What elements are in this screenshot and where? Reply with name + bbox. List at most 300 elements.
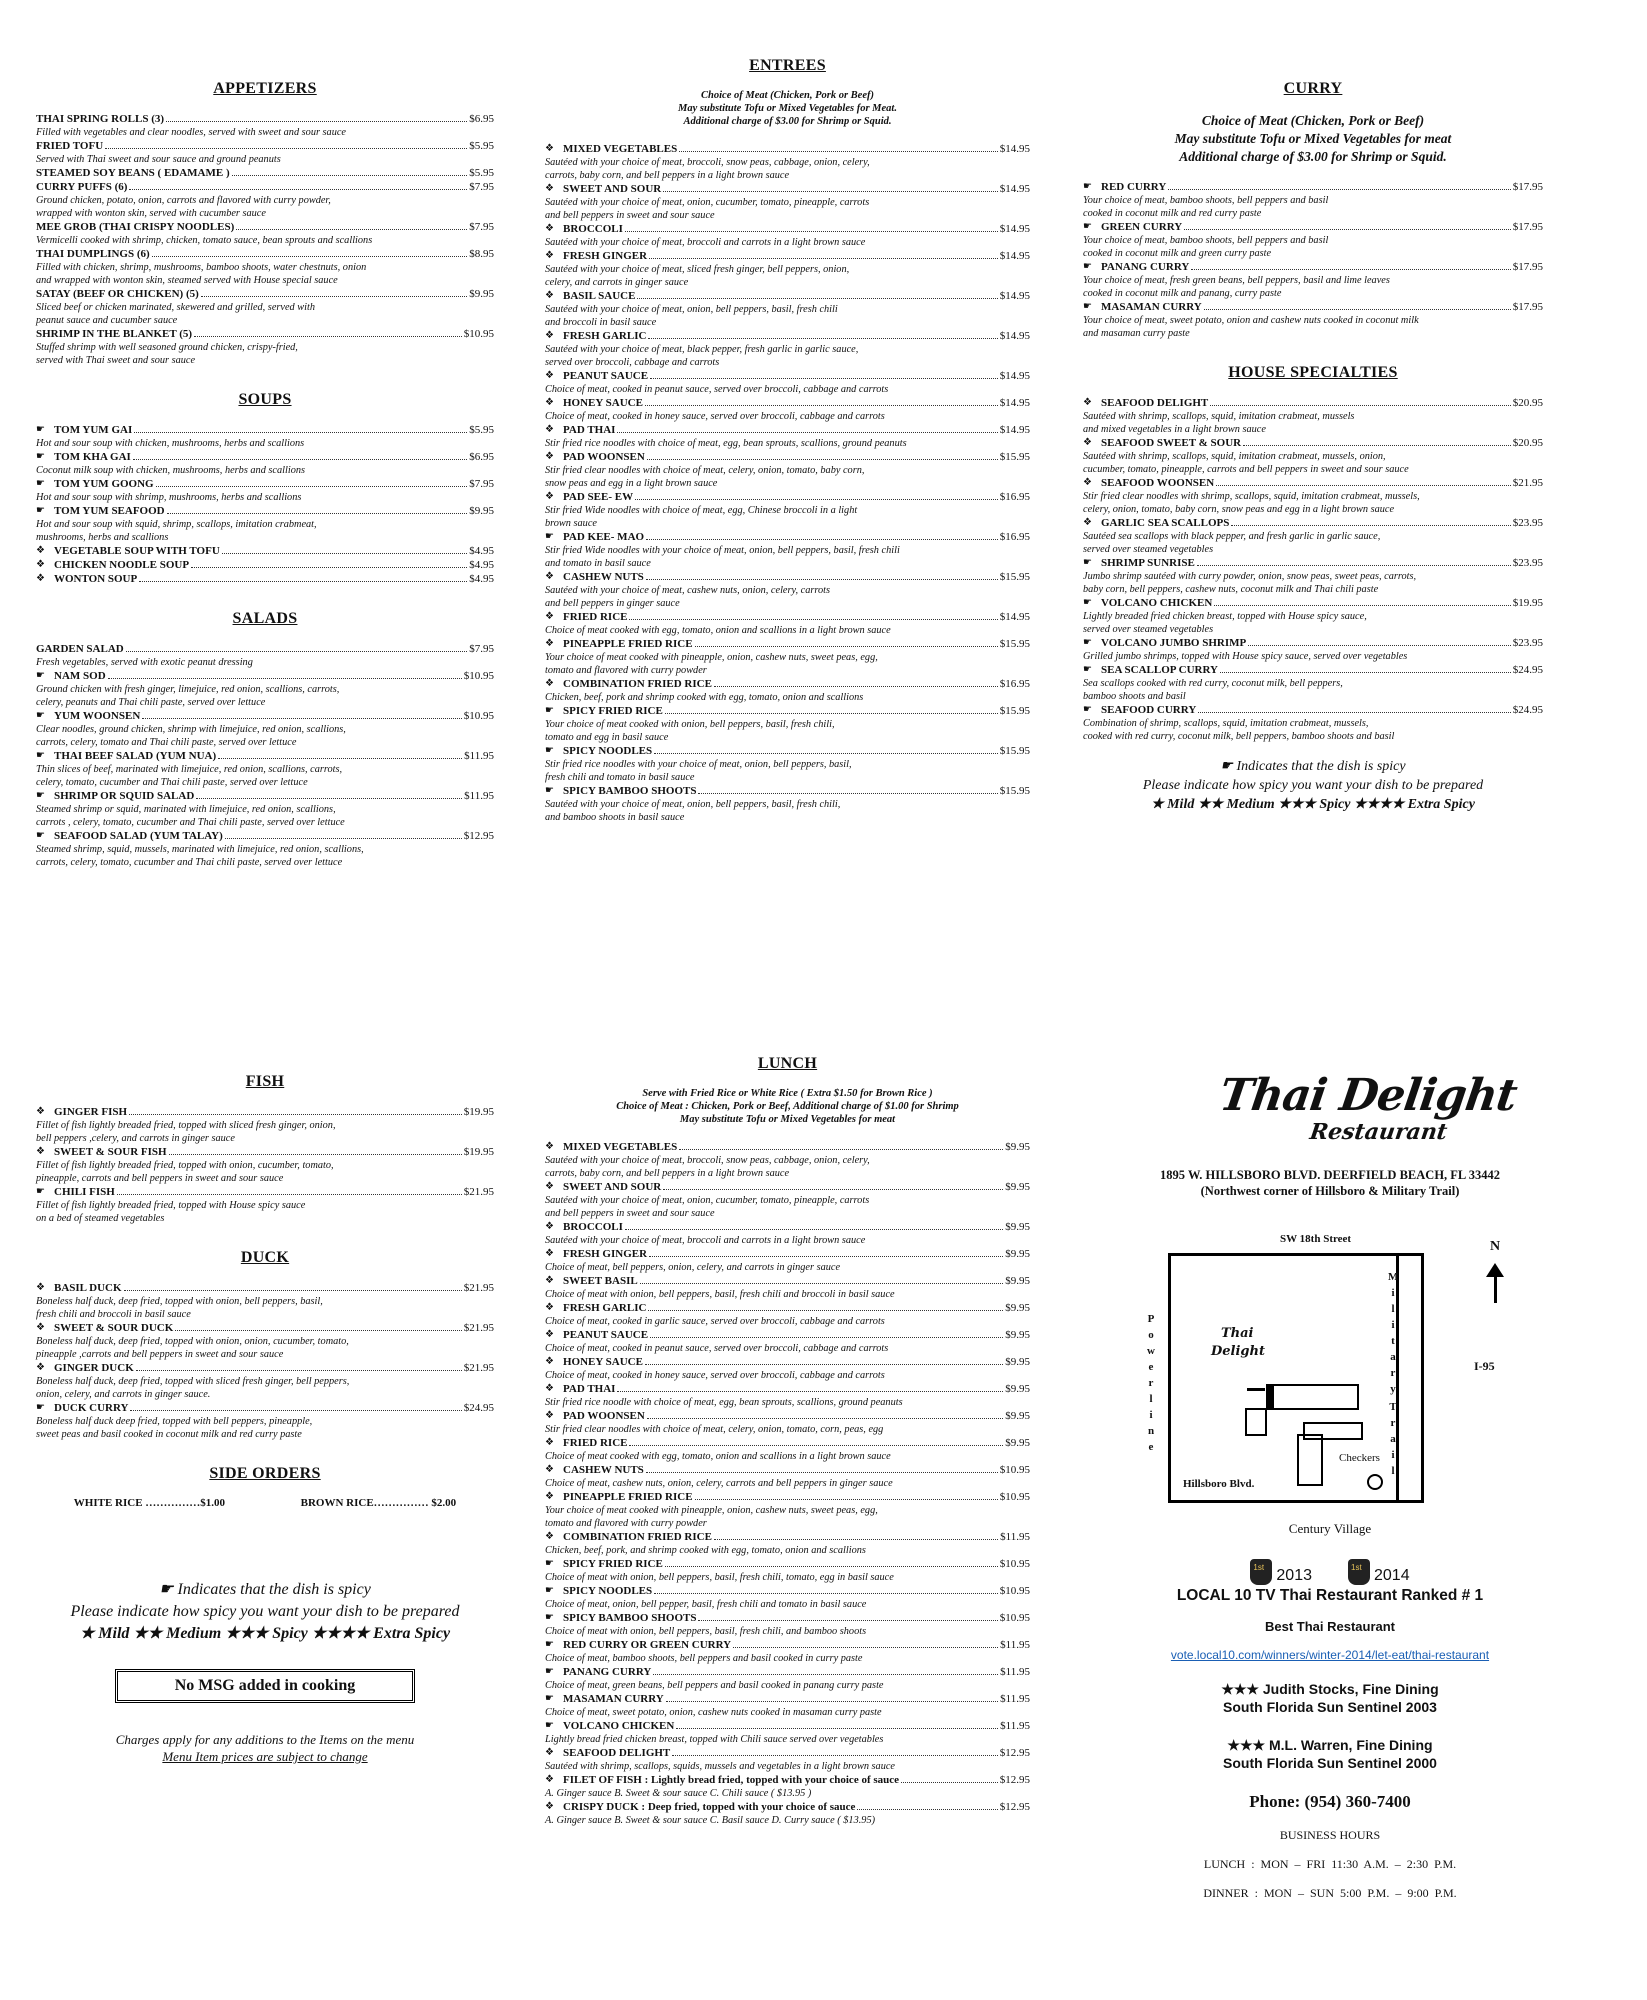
menu-item-line [545,1436,1030,1450]
restaurant-logo: Thai Delight [1216,1070,1520,1121]
curry-title: CURRY [1283,80,1343,97]
menu-item-name: GARLIC SEA SCALLOPS [1101,517,1230,529]
menu-item-name: SPICY BAMBOO SHOOTS [563,1612,697,1624]
menu-item [1083,180,1543,220]
menu-item-description: Stir fried Wide noodles with choice of meat, egg, Chinese broccoli in a light [545,505,858,516]
menu-item [1083,636,1543,663]
menu-item-name: VOLCANO CHICKEN [1101,597,1213,609]
menu-item-price: $11.95 [464,750,494,762]
menu-item-description: Choice of meat with onion, bell peppers, basil, fresh chili, tomato, egg in basil sauce [545,1572,894,1583]
menu-item-line [36,1321,494,1335]
dot-leader [646,1472,998,1473]
menu-item-price: $10.95 [999,1491,1030,1503]
menu-item [36,1401,494,1441]
menu-item-description: and broccoli in basil sauce [545,317,657,328]
dot-leader [637,298,997,299]
menu-item-description: snow peas and egg in a light brown sauce [545,478,718,489]
dot-leader [663,1189,1003,1190]
menu-item-name: MASAMAN CURRY [563,1693,664,1705]
curry-sub-line: May substitute Tofu or Mixed Vegetables for meat [1174,131,1452,146]
business-hours-title: BUSINESS HOURS [1279,1828,1381,1842]
dot-leader [901,1782,998,1783]
dot-leader [666,1701,998,1702]
menu-item-line [545,1557,1030,1571]
menu-item-description: Steamed shrimp, squid, mussels, marinated with limejuice, red onion, scallions, [36,844,364,855]
menu-item [1083,556,1543,596]
lunch-sub-line: May substitute Tofu or Mixed Vegetables for meat [679,1114,896,1125]
dot-leader [672,1755,997,1756]
menu-item-name: CHILI FISH [54,1186,115,1198]
menu-item-description: Chicken, beef, pork and shrimp cooked with egg, tomato, onion and scallions [545,692,864,703]
menu-item-description: Sautéed with your choice of meat, black pepper, fresh garlic in garlic sauce, [545,344,859,355]
menu-item [545,637,1030,677]
menu-item-description: Fillet of fish lightly breaded fried, topped with House spicy sauce [36,1200,306,1211]
dot-leader [133,459,467,460]
lunch-title: LUNCH [757,1055,818,1072]
menu-item-description: celery, onion, tomato, baby corn, snow peas and egg in a light brown sauce [1083,504,1395,515]
menu-item-description: Sautéed with your choice of meat, onion, cucumber, tomato, pineapple, carrots [545,197,870,208]
map-street-label: SW 18th Street [1280,1233,1352,1245]
spicy-hand-icon: ☛ [1083,261,1092,272]
entrees-sub-line: Additional charge of $3.00 for Shrimp or Squid. [683,116,892,127]
menu-item-description: Sautéed with your choice of meat, onion, bell peppers, basil, fresh chili, [545,799,841,810]
menu-item-name: SWEET AND SOUR [563,183,662,195]
diamond-bullet-icon: ❖ [545,1774,554,1785]
menu-item-price: $14.95 [999,397,1030,409]
menu-item-description: Sautéed with your choice of meat, broccoli and carrots in a light brown sauce [545,1235,866,1246]
menu-item-name: SEAFOOD DELIGHT [563,1747,671,1759]
spicy-hand-icon: ☛ [36,670,45,681]
menu-item [545,1719,1030,1746]
dot-leader [129,189,467,190]
diamond-bullet-icon: ❖ [545,1141,554,1152]
appetizers-list [36,112,494,367]
spicy-hand-icon: ☛ [159,1581,174,1598]
menu-item-price: $7.95 [469,221,494,233]
menu-item-name: SPICY FRIED RICE [563,1558,663,1570]
menu-item-line [545,1220,1030,1234]
menu-item-price: $21.95 [463,1322,494,1334]
diamond-bullet-icon: ❖ [36,1282,45,1293]
side-brown-rice: BROWN RICE…………… $2.00 [300,1497,457,1509]
menu-item-description: served over steamed vegetables [1083,624,1214,635]
menu-item-line [36,572,494,586]
menu-item-description: on a bed of steamed vegetables [36,1213,165,1224]
menu-item-name: COMBINATION FRIED RICE [563,1531,712,1543]
menu-item-line [1083,636,1543,650]
menu-item-description: Choice of meat with onion, bell peppers, basil, fresh chili, and bamboo shoots [545,1626,867,1637]
menu-item [545,289,1030,329]
dot-leader [665,1566,998,1567]
spicy-hand-icon: ☛ [1083,704,1092,715]
menu-item-line [36,642,494,656]
dot-leader [166,121,467,122]
menu-item-name: SEA SCALLOP CURRY [1101,664,1218,676]
restaurant-logo-sub: Restaurant [1308,1119,1449,1145]
menu-item-name: FRESH GARLIC [563,1302,647,1314]
diamond-bullet-icon: ❖ [545,1801,554,1812]
spicy-hand-icon: ☛ [545,1558,554,1569]
menu-item-description: and bell peppers in ginger sauce [545,598,680,609]
spicy-hand-icon: ☛ [545,1612,554,1623]
menu-item-name: FRESH GINGER [563,1248,648,1260]
menu-item-description: Choice of meat, onion, bell pepper, basil, fresh chili and tomato in basil sauce [545,1599,867,1610]
menu-item-name: SEAFOOD WOONSEN [1101,477,1215,489]
menu-item-line [545,1301,1030,1315]
menu-item-price: $10.95 [999,1464,1030,1476]
map-building-marker [1266,1384,1274,1410]
dot-leader [646,539,998,540]
menu-item-description: peanut sauce and cucumber sauce [36,315,178,326]
map-building [1297,1434,1323,1486]
diamond-bullet-icon: ❖ [545,1221,554,1232]
menu-item-description: and tomato in basil sauce [545,558,651,569]
menu-item-line [545,1328,1030,1342]
menu-item-line [1083,180,1543,194]
dot-leader [1210,405,1510,406]
menu-item-name: GREEN CURRY [1101,221,1183,233]
menu-item-description: pineapple ,carrots and bell peppers in sweet and sour sauce [36,1349,284,1360]
dot-leader [647,1418,1003,1419]
menu-column-2 [545,57,1030,824]
menu-item-price: $14.95 [999,330,1030,342]
spicy-hand-icon: ☛ [545,785,554,796]
menu-item-name: TOM YUM GAI [54,424,133,436]
menu-item-name: PEANUT SAUCE [563,370,649,382]
dot-leader [679,1149,1003,1150]
menu-item-description: Stir fried Wide noodles with your choice of meat, onion, bell peppers, basil, fresh chili [545,545,900,556]
menu-item-price: $5.95 [469,424,494,436]
dot-leader [676,1728,998,1729]
menu-item-description: A. Ginger sauce B. Sweet & sour sauce C. Basil sauce D. Curry sauce ( $13.95) [545,1815,876,1826]
menu-item-name: PAD SEE- EW [563,491,634,503]
menu-item-price: $9.95 [1005,1141,1030,1153]
menu-item-name: TOM YUM GOONG [54,478,154,490]
menu-item-description: Hot and sour soup with chicken, mushrooms, herbs and scallions [36,438,305,449]
ranked-text: LOCAL 10 TV Thai Restaurant Ranked # 1 [1176,1587,1484,1604]
menu-item-name: BASIL SAUCE [563,290,636,302]
menu-item-line [36,749,494,763]
diamond-bullet-icon: ❖ [545,638,554,649]
menu-item [1083,436,1543,476]
spicy-hand-icon: ☛ [36,478,45,489]
spicy-hand-icon: ☛ [1083,664,1092,675]
menu-item-name: TOM YUM SEAFOOD [54,505,165,517]
menu-item-line [1083,516,1543,530]
menu-item-name: THAI SPRING ROLLS (3) [36,113,165,125]
menu-item [1083,300,1543,340]
phone-number: Phone: (954) 360-7400 [1249,1792,1411,1811]
menu-item-price: $15.95 [999,785,1030,797]
spicy-hand-icon: ☛ [36,790,45,801]
menu-item-line [36,1401,494,1415]
menu-item-line [545,570,1030,584]
spicy-hand-icon: ☛ [36,830,45,841]
dot-leader [167,513,468,514]
review-1 [1100,1680,1560,1716]
dot-leader [665,713,998,714]
menu-item [36,450,494,477]
dot-leader [648,1310,1003,1311]
menu-item-line [36,139,494,153]
menu-item-price: $12.95 [999,1747,1030,1759]
menu-item-description: Ground chicken with fresh ginger, limejuice, red onion, scallions, carrots, [36,684,340,695]
menu-item-description: carrots, baby corn, and bell peppers in a light brown sauce [545,1168,790,1179]
menu-item [36,423,494,450]
spicy-hand-icon: ☛ [545,1693,554,1704]
menu-item-name: SWEET BASIL [563,1275,638,1287]
menu-item [545,1490,1030,1530]
menu-item-description: Your choice of meat cooked with pineapple, onion, cashew nuts, sweet peas, egg, [545,652,878,663]
menu-item-description: Sliced beef or chicken marinated, skewered and grilled, served with [36,302,315,313]
menu-item-description: carrots, baby corn, and bell peppers in a light brown sauce [545,170,790,181]
dot-leader [136,1370,462,1371]
menu-item-price: $9.95 [1005,1302,1030,1314]
menu-item [1083,220,1543,260]
menu-item-description: cooked in coconut milk and green curry paste [1083,248,1272,259]
menu-item-description: Vermicelli cooked with shrimp, chicken, tomato sauce, bean sprouts and scallions [36,235,373,246]
map-building [1303,1422,1363,1440]
menu-item-price: $9.95 [1005,1437,1030,1449]
soups-list [36,423,494,586]
menu-item-description: Stir fried clear noodles with choice of meat, celery, onion, tomato, corn, peas, egg [545,1424,884,1435]
menu-item-description: Stir fried clear noodles with shrimp, scallops, squid, imitation crabmeat, mussels, [1083,491,1420,502]
menu-item-description: fresh chili and tomato in basil sauce [545,772,695,783]
menu-item-name: CHICKEN NOODLE SOUP [54,559,190,571]
spicy-hand-icon: ☛ [1083,181,1092,192]
menu-item-price: $16.95 [999,678,1030,690]
menu-item-description: Choice of meat cooked with egg, tomato, onion and scallions in a light brown sauce [545,625,891,636]
menu-item [36,287,494,327]
menu-item [545,1355,1030,1382]
menu-item-price: $17.95 [1512,301,1543,313]
menu-item-name: RED CURRY OR GREEN CURRY [563,1639,732,1651]
menu-item-description: Combination of shrimp, scallops, squid, imitation crabmeat, mussels, [1083,718,1369,729]
menu-item [36,709,494,749]
dot-leader [629,1445,1003,1446]
menu-item-name: SATAY (BEEF OR CHICKEN) (5) [36,288,199,300]
spicy-legend-2 [36,1579,494,1645]
menu-item-price: $10.95 [463,710,494,722]
menu-item [36,112,494,139]
menu-item-line [36,1281,494,1295]
menu-item-description: Fresh vegetables, served with exotic peanut dressing [36,657,253,668]
diamond-bullet-icon: ❖ [545,1437,554,1448]
menu-item [545,1382,1030,1409]
menu-item-line [1083,436,1543,450]
menu-item-line [545,704,1030,718]
menu-item-name: FRESH GINGER [563,250,648,262]
menu-item [36,1361,494,1401]
menu-item-line [545,1140,1030,1154]
menu-item-price: $20.95 [1512,437,1543,449]
diamond-bullet-icon: ❖ [545,451,554,462]
spicy-hand-icon: ☛ [36,505,45,516]
dot-leader [1243,445,1511,446]
menu-item-description: Boneless half duck deep fried, topped with bell peppers, pineapple, [36,1416,313,1427]
dot-leader [1231,525,1510,526]
menu-item-line [545,490,1030,504]
salads-list [36,642,494,869]
menu-item-description: Sautéed with your choice of meat, broccoli, snow peas, cabbage, onion, celery, [545,157,870,168]
dot-leader [1220,672,1511,673]
menu-item-description: Hot and sour soup with squid, shrimp, scallops, imitation crabmeat, [36,519,317,530]
menu-item-line [545,369,1030,383]
dot-leader [653,1674,998,1675]
menu-item-price: $9.95 [469,288,494,300]
menu-item-name: SPICY NOODLES [563,745,653,757]
menu-item-line [1083,396,1543,410]
menu-item-description: celery, peanuts and Thai chili paste, served over lettuce [36,697,266,708]
menu-item [1083,260,1543,300]
spicy-hand-icon: ☛ [36,1186,45,1197]
price-change-line: Menu Item prices are subject to change [162,1749,368,1764]
menu-item-name: MIXED VEGETABLES [563,143,678,155]
menu-item [36,477,494,504]
menu-item [545,1180,1030,1220]
diamond-bullet-icon: ❖ [545,611,554,622]
entrees-sub-line: Choice of Meat (Chicken, Pork or Beef) [701,90,874,101]
vote-link[interactable]: vote.local10.com/winners/winter-2014/let-eat/thai-restaurant [1170,1648,1490,1662]
menu-item [1083,516,1543,556]
menu-item-line [36,709,494,723]
diamond-bullet-icon: ❖ [545,1383,554,1394]
spicy-legend [1083,757,1543,814]
dot-leader [156,486,468,487]
dot-leader [218,758,462,759]
dot-leader [646,579,998,580]
address-line: 1895 W. HILLSBORO BLVD. DEERFIELD BEACH, FL 33442 [1160,1168,1500,1182]
menu-item-price: $7.95 [469,643,494,655]
menu-item-description: Coconut milk soup with chicken, mushrooms, herbs and scallions [36,465,306,476]
menu-item-description: Choice of meat, cashew nuts, onion, celery, carrots and bell peppers in ginger sauce [545,1478,893,1489]
menu-item-description: and bell peppers in sweet and sour sauce [545,1208,715,1219]
menu-item-name: NAM SOD [54,670,106,682]
menu-item-description: bamboo shoots and basil [1083,691,1186,702]
menu-item-description: Steamed shrimp or squid, marinated with limejuice, red onion, scallions, [36,804,336,815]
diamond-bullet-icon: ❖ [545,1302,554,1313]
menu-item-name: SHRIMP IN THE BLANKET (5) [36,328,193,340]
menu-item-description: Your choice of meat cooked with pineapple, onion, cashew nuts, sweet peas, egg, [545,1505,878,1516]
menu-item-line [36,1145,494,1159]
menu-item-price: $17.95 [1512,261,1543,273]
menu-item-line [545,396,1030,410]
legend-line: Please indicate how spicy you want your dish to be prepared [70,1603,460,1620]
menu-item-price: $12.95 [463,830,494,842]
menu-item [545,1584,1030,1611]
menu-item [36,1185,494,1225]
side-white-rice: WHITE RICE ……………$1.00 [73,1497,226,1509]
menu-item-description: Stir fried clear noodles with choice of meat, celery, onion, tomato, baby corn, [545,465,865,476]
menu-item-name: FILET OF FISH : Lightly bread fried, topped with your choice of sauce [563,1774,900,1786]
legend-line: Indicates that the dish is spicy [1236,759,1406,774]
menu-item-name: SEAFOOD SWEET & SOUR [1101,437,1242,449]
menu-item-price: $10.95 [463,670,494,682]
charges-line: Charges apply for any additions to the Items on the menu [115,1732,415,1747]
century-village-label: Century Village [1288,1521,1372,1536]
lunch-list [545,1140,1030,1827]
dot-leader [625,1229,1003,1230]
menu-item-line [1083,476,1543,490]
menu-item-description: served with Thai sweet and sour sauce [36,355,196,366]
dot-leader [679,151,998,152]
menu-item-description: and bell peppers in sweet and sour sauce [545,210,715,221]
menu-item-line [545,637,1030,651]
menu-item [545,1746,1030,1773]
menu-item-description: and masaman curry paste [1083,328,1190,339]
lunch-subtitle [545,1087,1030,1126]
menu-item-price: $14.95 [999,143,1030,155]
diamond-bullet-icon: ❖ [545,1410,554,1421]
menu-item [36,139,494,166]
menu-item-line [545,329,1030,343]
dot-leader [698,793,997,794]
spicy-hand-icon: ☛ [36,451,45,462]
menu-item-description: Sautéed sea scallops with black pepper, and fresh garlic in garlic sauce, [1083,531,1381,542]
diamond-bullet-icon: ❖ [36,1362,45,1373]
menu-item [545,704,1030,744]
diamond-bullet-icon: ❖ [545,1329,554,1340]
spicy-hand-icon: ☛ [545,1720,554,1731]
legend-line: Indicates that the dish is spicy [177,1581,371,1598]
menu-item-name: GINGER FISH [54,1106,128,1118]
menu-item [545,396,1030,423]
soups-title: SOUPS [238,391,292,408]
diamond-bullet-icon: ❖ [545,223,554,234]
menu-item [36,789,494,829]
menu-item [36,572,494,586]
dot-leader [105,148,467,149]
dot-leader [857,1809,997,1810]
menu-item [36,829,494,869]
legend-stars: ★ Mild ★★ Medium ★★★ Spicy ★★★★ Extra Spicy [79,1625,451,1642]
address-line: (Northwest corner of Hillsboro & Military Trail) [1200,1184,1460,1198]
menu-item-description: Choice of meat, cooked in peanut sauce, served over broccoli, cabbage and carrots [545,384,889,395]
dot-leader [1248,645,1511,646]
menu-item-description: Filled with chicken, shrimp, mushrooms, bamboo shoots, water chestnuts, onion [36,262,367,273]
menu-item-price: $9.95 [1005,1356,1030,1368]
menu-item-description: brown sauce [545,518,597,529]
dot-leader [1168,189,1510,190]
menu-item [36,1321,494,1361]
dot-leader [654,753,998,754]
diamond-bullet-icon: ❖ [36,559,45,570]
menu-item [36,544,494,558]
menu-item-name: COMBINATION FRIED RICE [563,678,712,690]
menu-item-description: tomato and flavored with curry powder [545,665,707,676]
map-north-label: N [1490,1239,1501,1254]
menu-item-description: bell peppers ,celery, and carrots in ginger sauce [36,1133,235,1144]
menu-item-price: $9.95 [1005,1181,1030,1193]
menu-item-name: PINEAPPLE FRIED RICE [563,638,693,650]
dot-leader [117,1194,462,1195]
location-map [1100,1223,1530,1523]
menu-item-name: HONEY SAUCE [563,1356,643,1368]
spicy-hand-icon: ☛ [36,1402,45,1413]
menu-item-line [545,1692,1030,1706]
menu-item-line [36,450,494,464]
menu-item [36,1105,494,1145]
menu-item [545,1274,1030,1301]
menu-item-name: STEAMED SOY BEANS ( EDAMAME ) [36,167,230,179]
dot-leader [625,231,998,232]
menu-item [545,530,1030,570]
dot-leader [130,1410,461,1411]
menu-item-description: carrots , celery, tomato, cucumber and Thai chili paste, served over lettuce [36,817,345,828]
trophy-icon [1348,1559,1370,1585]
menu-item-name: VOLCANO JUMBO SHRIMP [1101,637,1247,649]
menu-item-line [545,677,1030,691]
